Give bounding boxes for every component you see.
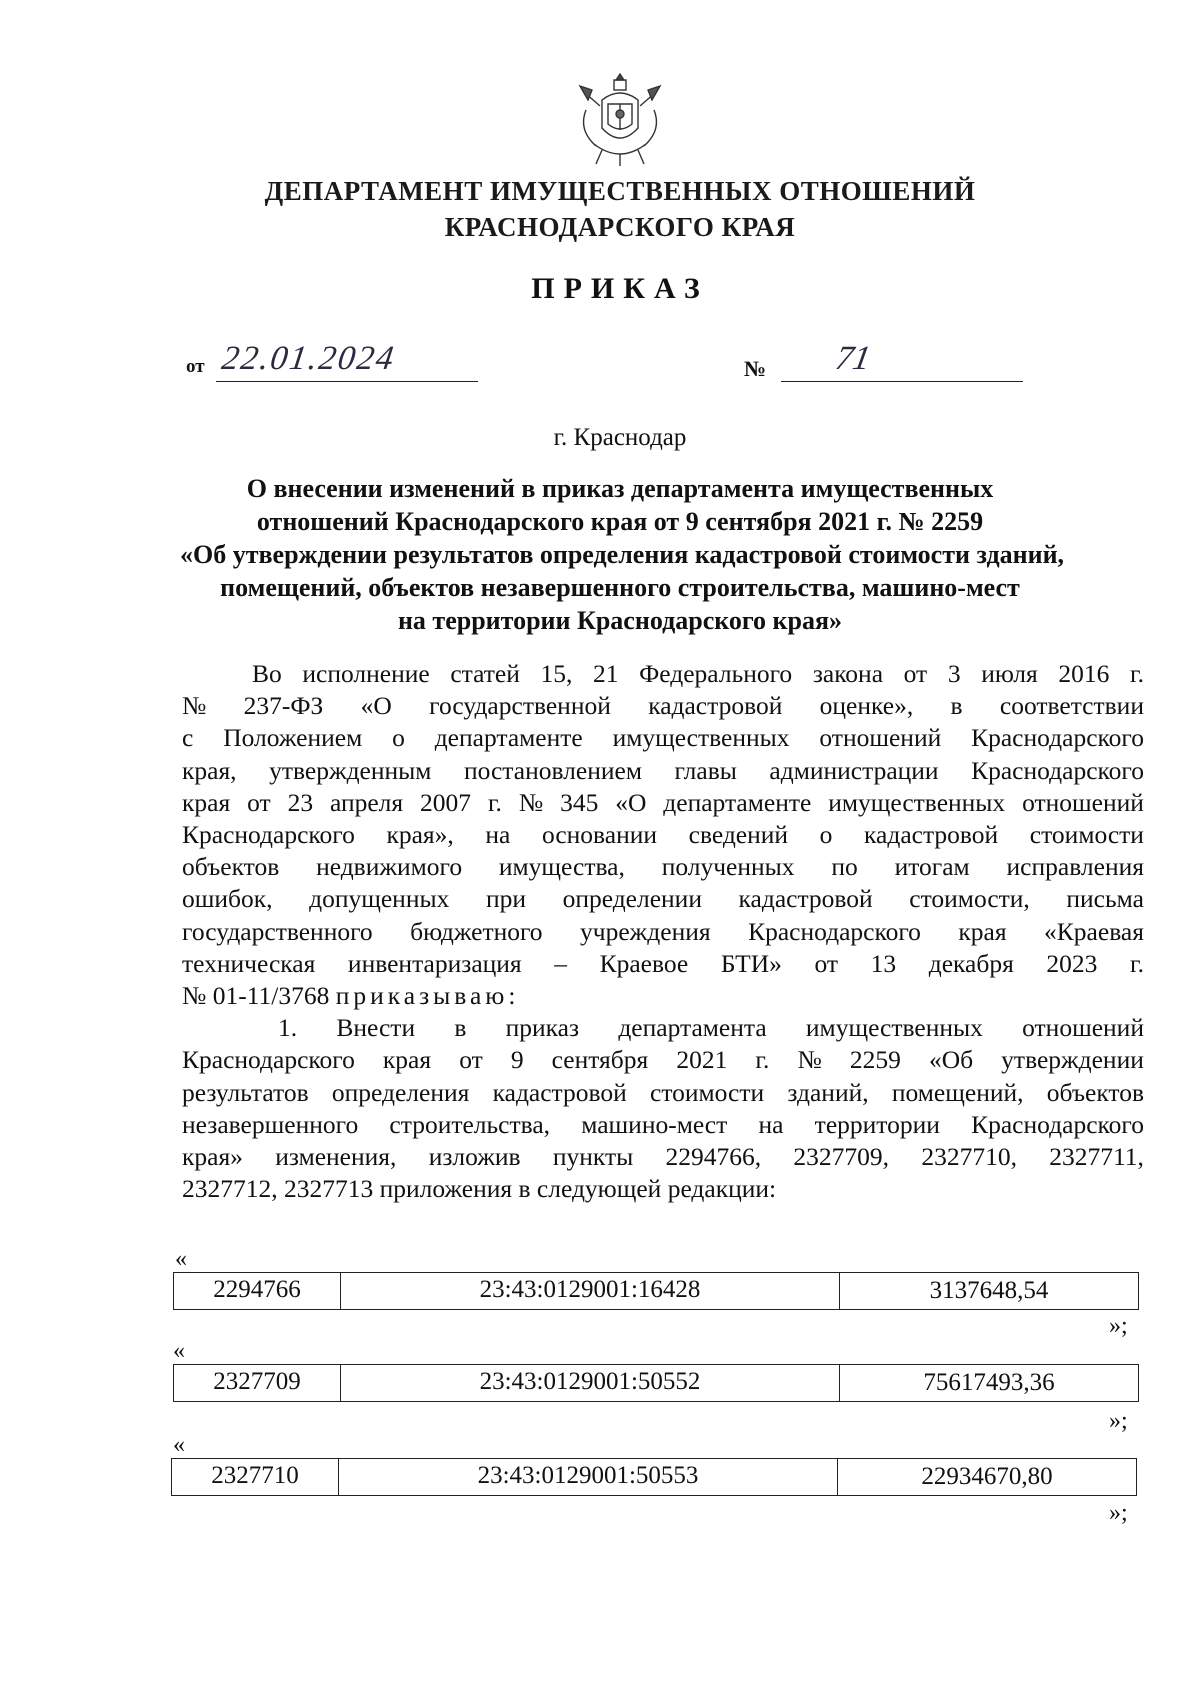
body-line bbox=[182, 980, 1144, 1012]
date-underline bbox=[216, 381, 478, 382]
title-line: «Об утверждении результатов определения кадастровой стоимости зданий, bbox=[180, 540, 1065, 569]
body-line: № 237-ФЗ «О государственной кадастровой оценке», в соответствии bbox=[182, 691, 1144, 721]
document-type-heading: ПРИКАЗ bbox=[531, 272, 709, 305]
order-word: приказываю: bbox=[335, 981, 520, 1011]
title-line: О внесении изменений в приказ департамента имущественных bbox=[246, 474, 994, 503]
number-label: № bbox=[744, 356, 767, 381]
item1-line: 2327712, 2327713 приложения в следующей редакции: bbox=[182, 1174, 777, 1204]
department-name-line2: КРАСНОДАРСКОГО КРАЯ bbox=[444, 212, 796, 242]
row-number-cell: 2294766 bbox=[174, 1273, 341, 1309]
handwritten-date: 22.01.2024 bbox=[219, 340, 398, 377]
title-line: помещений, объектов незавершенного строительства, машино-мест bbox=[220, 573, 1020, 602]
body-line: объектов недвижимого имущества, полученных по итогам исправления bbox=[182, 852, 1144, 882]
item1-line: 1. Внести в приказ департамента имущественных отношений bbox=[278, 1013, 1144, 1043]
quote-open: « bbox=[173, 1338, 185, 1364]
cadastral-value-cell: 3137648,54 bbox=[929, 1277, 1049, 1304]
table-row bbox=[173, 1364, 1139, 1402]
department-name-line1: ДЕПАРТАМЕНТ ИМУЩЕСТВЕННЫХ ОТНОШЕНИЙ bbox=[264, 176, 976, 206]
date-label: от bbox=[186, 356, 205, 377]
quote-close: »; bbox=[1109, 1313, 1128, 1339]
title-line: на территории Краснодарского края» bbox=[397, 606, 843, 635]
row-number-cell: 2327709 bbox=[174, 1365, 341, 1401]
row-number-cell: 2327710 bbox=[172, 1459, 339, 1495]
table-row bbox=[173, 1272, 1139, 1310]
quote-open: « bbox=[173, 1432, 185, 1458]
item1-line: результатов определения кадастровой стоимости зданий, помещений, объектов bbox=[182, 1077, 1144, 1107]
quote-close: »; bbox=[1109, 1408, 1128, 1434]
body-line: с Положением о департаменте имущественных отношений Краснодарского bbox=[182, 723, 1144, 753]
body-line: края, утвержденным постановлением главы администрации Краснодарского bbox=[182, 755, 1144, 785]
cadastral-value-cell: 75617493,36 bbox=[923, 1369, 1055, 1396]
number-underline bbox=[781, 381, 1023, 382]
table-row bbox=[171, 1458, 1137, 1496]
order-title bbox=[180, 472, 1065, 637]
quote-open: « bbox=[175, 1246, 187, 1272]
city-line: г. Краснодар bbox=[553, 424, 687, 451]
item1-line: края» изменения, изложив пункты 2294766, 2327709, 2327710, 2327711, bbox=[182, 1142, 1144, 1172]
coat-of-arms-emblem bbox=[572, 70, 668, 170]
body-line: края от 23 апреля 2007 г. № 345 «О департаменте имущественных отношений bbox=[182, 787, 1144, 817]
body-line: техническая инвентаризация – Краевое БТИ» от 13 декабря 2023 г. bbox=[182, 948, 1144, 978]
cadastral-number-cell: 23:43:0129001:50553 bbox=[339, 1459, 838, 1495]
body-line: Краснодарского края», на основании сведений о кадастровой стоимости bbox=[182, 820, 1144, 850]
title-line: отношений Краснодарского края от 9 сентября 2021 г. № 2259 bbox=[256, 507, 984, 536]
body-line: ошибок, допущенных при определении кадастровой стоимости, письма bbox=[182, 884, 1144, 914]
item1-line: незавершенного строительства, машино-мест на территории Краснодарского bbox=[182, 1109, 1144, 1139]
quote-close: »; bbox=[1109, 1500, 1128, 1526]
order-number-ref: № 01-11/3768 bbox=[182, 981, 336, 1011]
body-line: Во исполнение статей 15, 21 Федерального закона от 3 июля 2016 г. bbox=[252, 659, 1144, 688]
cadastral-number-cell: 23:43:0129001:16428 bbox=[341, 1273, 840, 1309]
body-line: государственного бюджетного учреждения Краснодарского края «Краевая bbox=[182, 916, 1144, 946]
cadastral-value-cell: 22934670,80 bbox=[921, 1463, 1053, 1490]
item1-line: Краснодарского края от 9 сентября 2021 г. № 2259 «Об утверждении bbox=[182, 1045, 1144, 1075]
cadastral-number-cell: 23:43:0129001:50552 bbox=[341, 1365, 840, 1401]
body-text bbox=[182, 658, 1144, 1205]
handwritten-number: 71 bbox=[832, 340, 874, 377]
